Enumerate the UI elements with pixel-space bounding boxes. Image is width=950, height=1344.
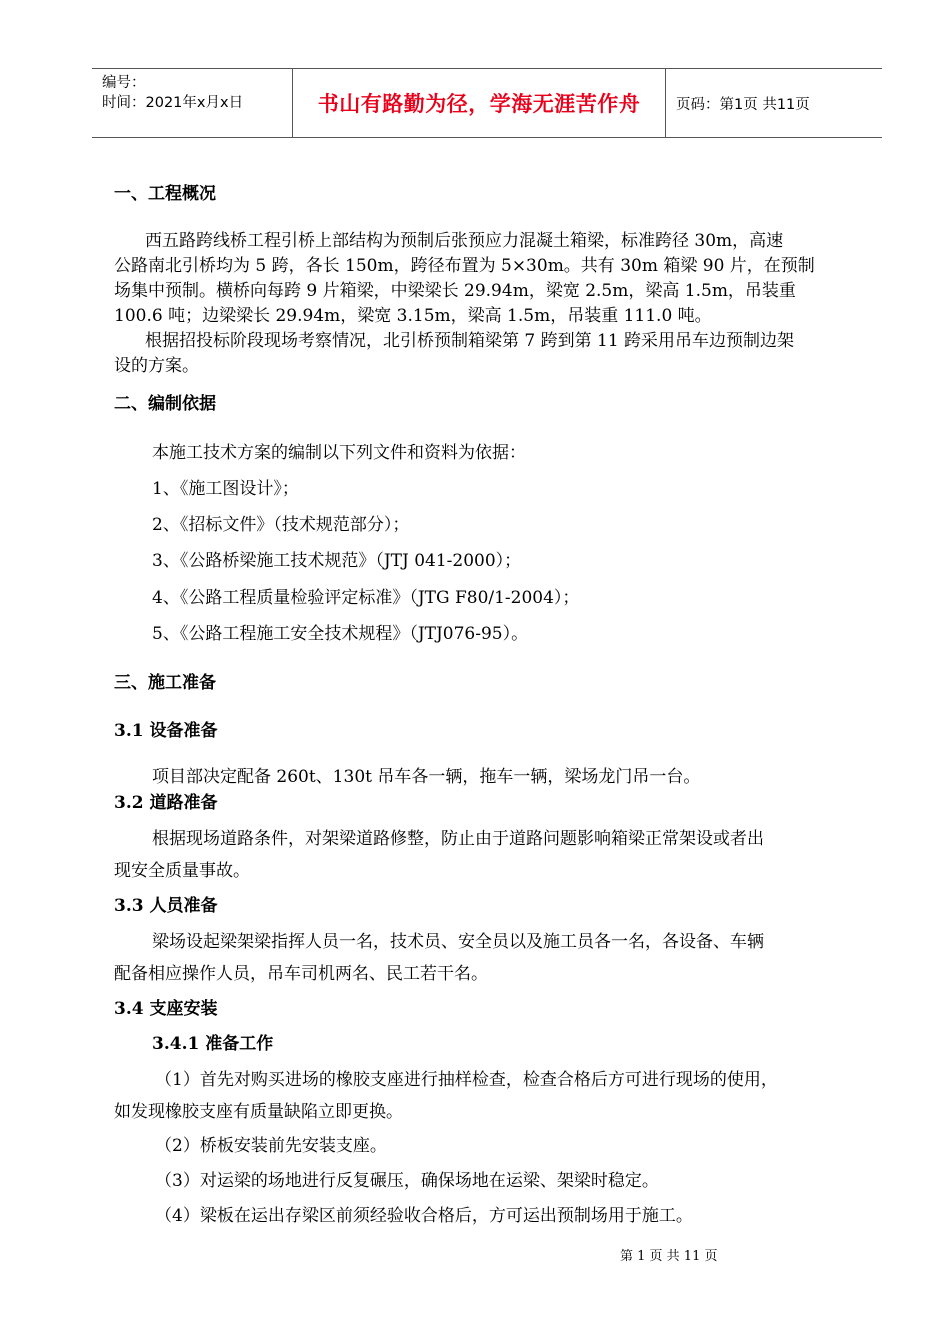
header-meta-cell	[92, 69, 293, 137]
reference-item: 1、《施工图设计》；	[152, 479, 299, 499]
page-footer: 第 1 页 共 11 页	[620, 1249, 718, 1264]
reference-item: 5、《公路工程施工安全技术规程》（JTJ076-95）。	[152, 624, 529, 644]
header-motto-cell	[293, 69, 666, 137]
subsection-3-4-title: 3.4 支座安装	[114, 999, 218, 1019]
subsection-3-2-title: 3.2 道路准备	[114, 793, 218, 813]
section-1-title: 一、工程概况	[114, 184, 216, 204]
document-number-label: 编号：	[102, 75, 146, 91]
section-2-title: 二、编制依据	[114, 394, 216, 414]
subsection-3-1-title: 3.1 设备准备	[114, 721, 218, 741]
reference-item: 4、《公路工程质量检验评定标准》（JTG F80/1-2004）；	[152, 588, 580, 608]
paragraph-line: 根据招投标阶段现场考察情况，北引桥预制箱梁第 7 跨到第 11 跨采用吊车边预制边架	[145, 331, 795, 351]
paragraph-line: （1）首先对购买进场的橡胶支座进行抽样检查，检查合格后方可进行现场的使用，	[155, 1070, 778, 1090]
header-motto: 书山有路勤为径，学海无涯苦作舟	[317, 91, 641, 116]
header-page-cell	[666, 69, 882, 137]
paragraph-line: （3）对运梁的场地进行反复碾压，确保场地在运梁、架梁时稳定。	[155, 1171, 659, 1191]
subsection-3-3-title: 3.3 人员准备	[114, 896, 218, 916]
header-page-number: 页码：第1页 共11页	[676, 96, 810, 113]
paragraph-line: 100.6 吨；边梁梁长 29.94m，梁宽 3.15m，梁高 1.5m，吊装重 111.0 吨。	[114, 306, 712, 326]
paragraph-line: （2）桥板安装前先安装支座。	[155, 1136, 387, 1156]
paragraph-line: 配备相应操作人员，吊车司机两名、民工若干名。	[114, 964, 488, 984]
paragraph-line: 西五路跨线桥工程引桥上部结构为预制后张预应力混凝土箱梁，标准跨径 30m，高速	[145, 231, 784, 251]
paragraph-line: 根据现场道路条件，对架梁道路修整，防止由于道路问题影响箱梁正常架设或者出	[152, 829, 764, 849]
paragraph-line: 梁场设起梁架梁指挥人员一名，技术员、安全员以及施工员各一名，各设备、车辆	[152, 932, 764, 952]
section-3-title: 三、施工准备	[114, 673, 216, 693]
section-2-intro: 本施工技术方案的编制以下列文件和资料为依据：	[152, 443, 526, 463]
paragraph-line: 如发现橡胶支座有质量缺陷立即更换。	[114, 1102, 403, 1122]
paragraph-line: 公路南北引桥均为 5 跨，各长 150m，跨径布置为 5×30m。共有 30m 箱梁 90 片，在预制	[114, 256, 815, 276]
paragraph-line: 现安全质量事故。	[114, 861, 250, 881]
paragraph-line: （4）梁板在运出存梁区前须经验收合格后，方可运出预制场用于施工。	[155, 1206, 693, 1226]
paragraph-line: 项目部决定配备 260t、130t 吊车各一辆，拖车一辆，梁场龙门吊一台。	[152, 767, 701, 787]
page-header	[92, 68, 882, 138]
document-time-label: 时间：2021年x月x日	[102, 95, 244, 111]
paragraph-line: 设的方案。	[114, 356, 199, 376]
paragraph-line: 场集中预制。横桥向每跨 9 片箱梁，中梁梁长 29.94m，梁宽 2.5m，梁高 1.5m，吊装重	[114, 281, 796, 301]
reference-item: 3、《公路桥梁施工技术规范》（JTJ 041-2000）；	[152, 551, 522, 571]
subsection-3-4-1-title: 3.4.1 准备工作	[152, 1034, 274, 1054]
reference-item: 2、《招标文件》（技术规范部分）；	[152, 515, 410, 535]
